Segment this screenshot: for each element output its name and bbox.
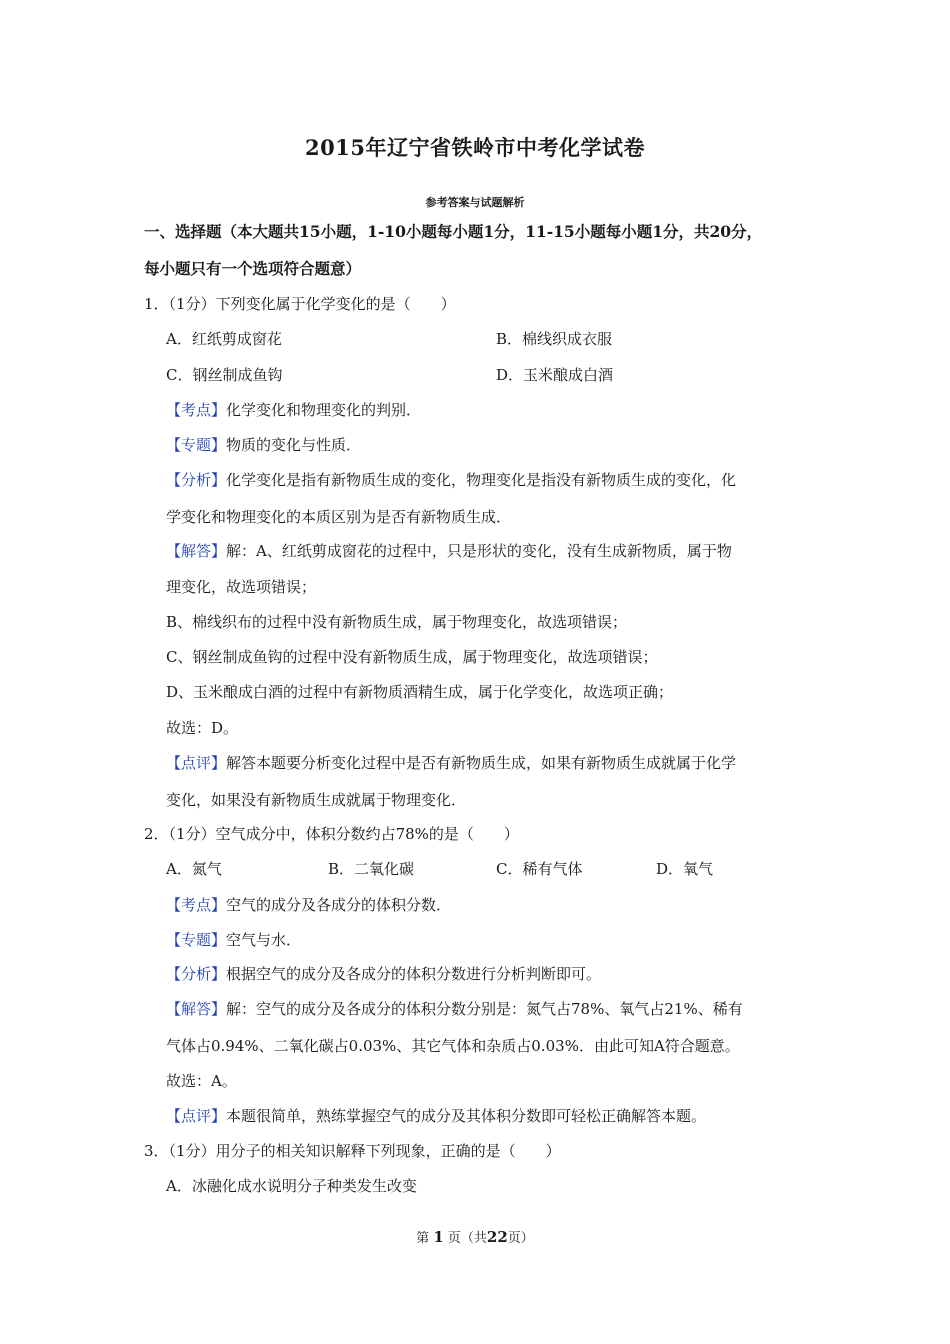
section-heading-line2: 每小题只有一个选项符合题意） [144, 259, 362, 278]
q1-dianping-text-2: 变化，如果没有新物质生成就属于物理变化． [166, 791, 467, 809]
q1-stem: 1．（1分）下列变化属于化学变化的是（ ） [144, 295, 456, 313]
kaodian-tag: 【考点】 [166, 401, 227, 419]
q1-fenxi-text-1: 化学变化是指有新物质生成的变化，物理变化是指没有新物质生成的变化，化 [226, 471, 737, 489]
q2-zhuanti [166, 930, 301, 950]
fenxi-tag: 【分析】 [166, 965, 227, 983]
q1-zhuanti-text: 物质的变化与性质． [226, 436, 362, 454]
q2-option-c: C．稀有气体 [496, 860, 583, 878]
q2-option-d: D．氧气 [656, 860, 714, 878]
q2-option-b: B．二氧化碳 [328, 860, 415, 878]
q3-option-a: A．冰融化成水说明分子种类发生改变 [166, 1177, 417, 1195]
q2-fenxi [166, 964, 601, 984]
footer-suffix: 页） [507, 1231, 534, 1246]
q1-jieda-text-6: 故选：D。 [166, 719, 239, 737]
jieda-tag: 【解答】 [166, 1000, 227, 1018]
q3-stem: 3．（1分）用分子的相关知识解释下列现象，正确的是（ ） [144, 1142, 561, 1160]
q2-jieda [166, 999, 743, 1019]
q1-kaodian [166, 400, 421, 420]
page-footer [0, 1227, 950, 1246]
q1-option-c: C．钢丝制成鱼钩 [166, 366, 283, 384]
dianping-tag: 【点评】 [166, 754, 227, 772]
q2-dianping [166, 1106, 706, 1126]
q2-option-a: A．氮气 [166, 860, 222, 878]
q1-jieda [166, 541, 732, 561]
q1-option-b: B．棉线织成衣服 [496, 330, 613, 348]
q1-fenxi [166, 470, 736, 490]
q1-kaodian-text: 化学变化和物理变化的判别． [226, 401, 422, 419]
kaodian-tag: 【考点】 [166, 896, 227, 914]
q1-option-d: D．玉米酿成白酒 [496, 366, 614, 384]
q2-jieda-text-3: 故选：A。 [166, 1072, 237, 1090]
q2-zhuanti-text: 空气与水． [226, 931, 302, 949]
q1-jieda-text-3: B、棉线织布的过程中没有新物质生成，属于物理变化，故选项错误； [166, 613, 628, 631]
q1-jieda-text-2: 理变化，故选项错误； [166, 578, 317, 596]
jieda-tag: 【解答】 [166, 542, 227, 560]
q1-fenxi-text-2: 学变化和物理变化的本质区别为是否有新物质生成． [166, 508, 512, 526]
q1-jieda-text-1: 解：A、红纸剪成窗花的过程中，只是形状的变化，没有生成新物质，属于物 [226, 542, 732, 560]
zhuanti-tag: 【专题】 [166, 436, 227, 454]
q2-jieda-text-2: 气体占0.94%、二氧化碳占0.03%、其它气体和杂质占0.03%．由此可知A符合题意。 [166, 1037, 740, 1055]
zhuanti-tag: 【专题】 [166, 931, 227, 949]
q1-jieda-text-5: D、玉米酿成白酒的过程中有新物质酒精生成，属于化学变化，故选项正确； [166, 683, 674, 701]
fenxi-tag: 【分析】 [166, 471, 227, 489]
footer-prefix: 第 [416, 1231, 430, 1246]
footer-page-number: 1 [433, 1228, 444, 1246]
q2-fenxi-text: 根据空气的成分及各成分的体积分数进行分析判断即可。 [226, 965, 602, 983]
dianping-tag: 【点评】 [166, 1107, 227, 1125]
q2-kaodian [166, 895, 451, 915]
q2-stem: 2．（1分）空气成分中，体积分数约占78%的是（ ） [144, 825, 519, 843]
q1-jieda-text-4: C、钢丝制成鱼钩的过程中没有新物质生成，属于物理变化，故选项错误； [166, 648, 658, 666]
q2-jieda-text-1: 解：空气的成分及各成分的体积分数分别是：氮气占78%、氧气占21%、稀有 [226, 1000, 743, 1018]
document-title: 2015年辽宁省铁岭市中考化学试卷 [305, 135, 645, 160]
q1-option-a: A．红纸剪成窗花 [166, 330, 282, 348]
q1-zhuanti [166, 435, 361, 455]
footer-total-pages: 22 [486, 1228, 508, 1246]
q2-dianping-text: 本题很简单，熟练掌握空气的成分及其体积分数即可轻松正确解答本题。 [226, 1107, 707, 1125]
q2-kaodian-text: 空气的成分及各成分的体积分数． [226, 896, 452, 914]
document-subtitle: 参考答案与试题解析 [425, 196, 525, 209]
q1-dianping [166, 753, 736, 773]
section-heading-line1: 一、选择题（本大题共15小题，1-10小题每小题1分，11-15小题每小题1分，共20分， [144, 222, 763, 241]
footer-mid: 页（共 [447, 1231, 487, 1246]
q1-dianping-text-1: 解答本题要分析变化过程中是否有新物质生成，如果有新物质生成就属于化学 [226, 754, 737, 772]
